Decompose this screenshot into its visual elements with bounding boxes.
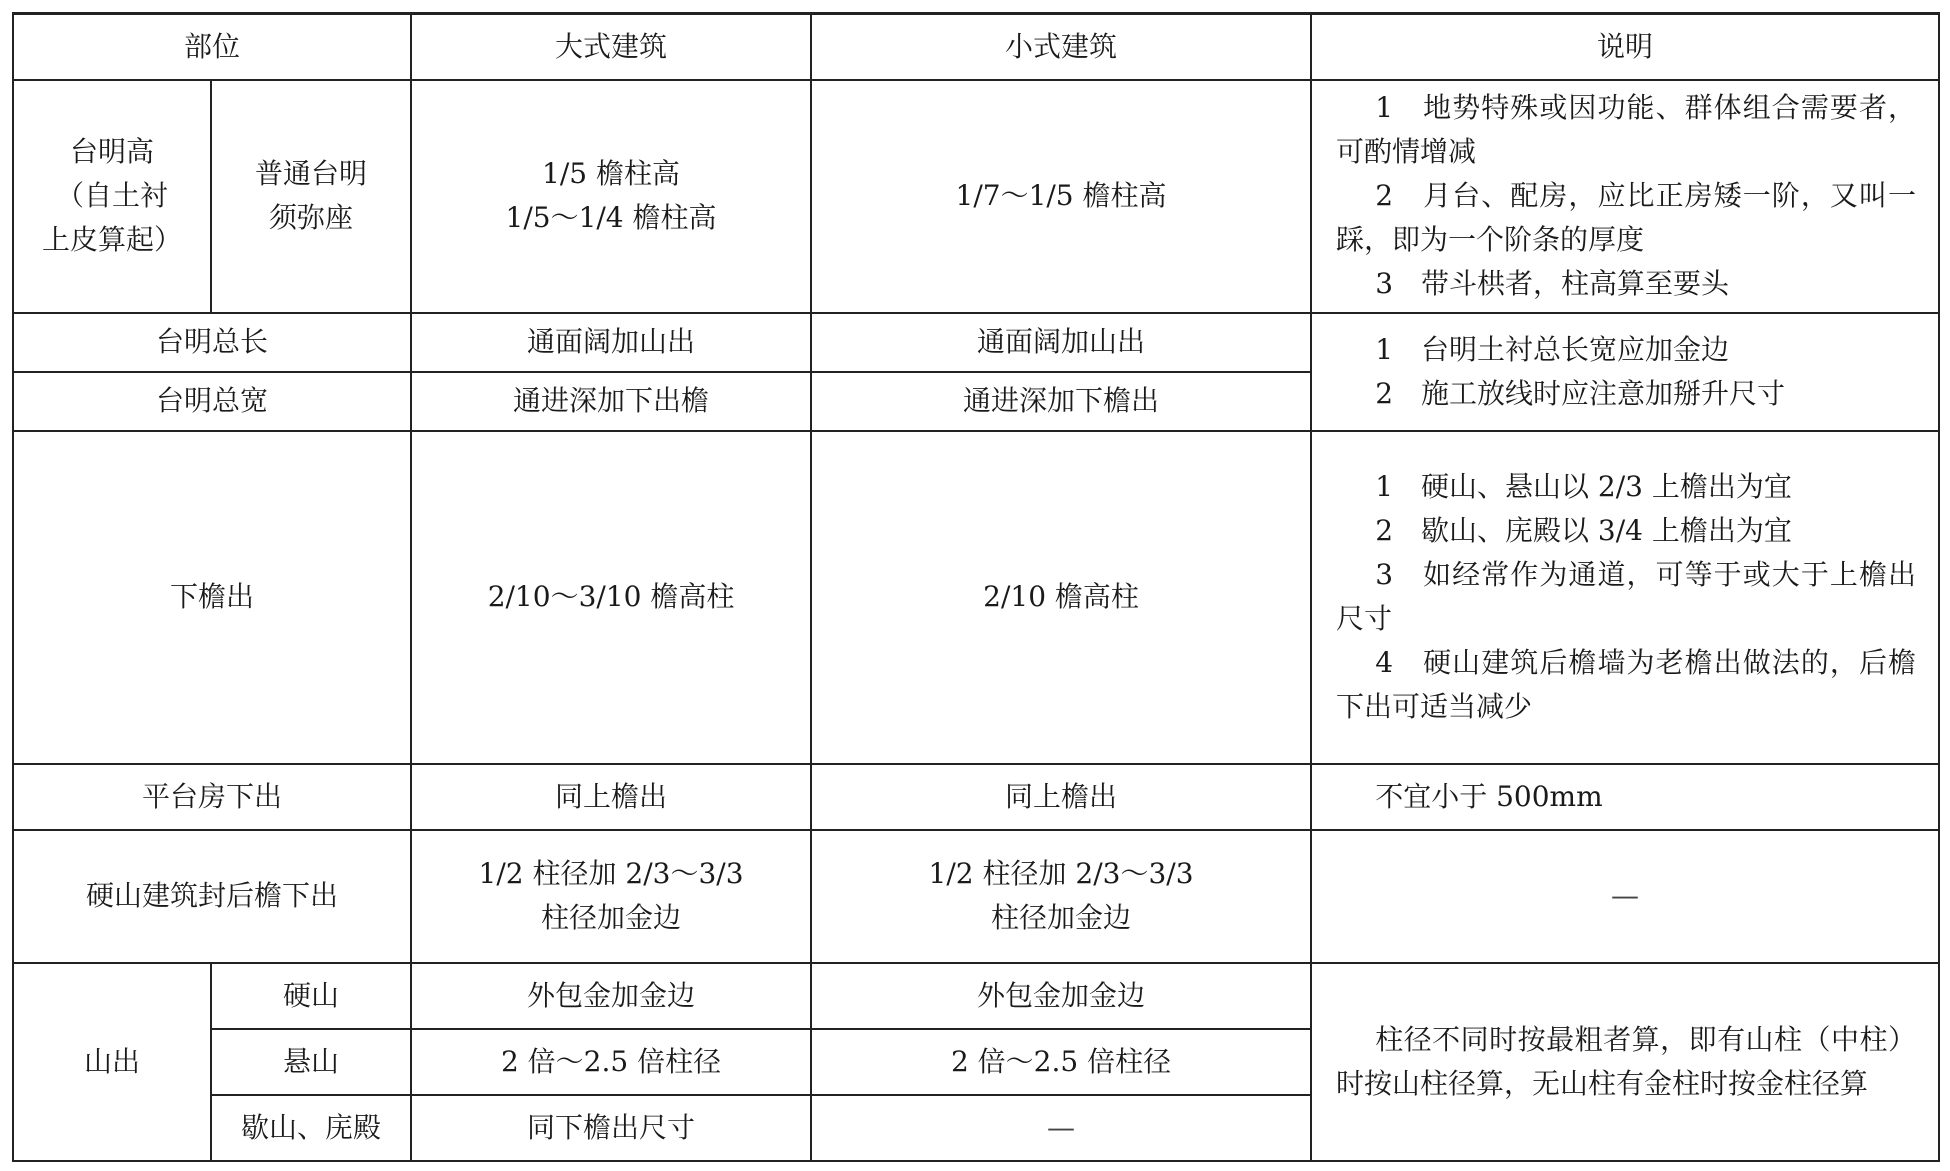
note-item: 不宜小于 500mm	[1375, 779, 1603, 813]
note-item: 4 硬山建筑后檐墙为老檐出做法的，后檐下出可适当减少	[1336, 646, 1917, 723]
total-width-large: 通进深加下出檐	[411, 372, 811, 431]
header-part: 部位	[13, 14, 411, 80]
yingshan-label: 硬山	[211, 963, 411, 1029]
platform-house-label: 平台房下出	[13, 764, 411, 830]
platform-height-label-line-2: （自土衬	[55, 179, 168, 212]
row-lower-eave	[13, 431, 1939, 764]
lower-eave-label: 下檐出	[13, 431, 411, 764]
xieshan-label: 歇山、庑殿	[211, 1095, 411, 1161]
platform-height-large	[411, 80, 811, 313]
gable-rear-large-line-1: 1/2 柱径加 2/3～3/3	[478, 857, 744, 890]
row-platform-height	[13, 80, 1939, 313]
note-item: 1 硬山、悬山以 2/3 上檐出为宜	[1375, 470, 1792, 503]
total-width-small: 通进深加下檐出	[811, 372, 1311, 431]
total-width-label: 台明总宽	[13, 372, 411, 431]
platform-height-small: 1/7～1/5 檐柱高	[811, 80, 1311, 313]
row-total-length	[13, 313, 1939, 372]
header-large: 大式建筑	[411, 14, 811, 80]
gable-rear-small-line-2: 柱径加金边	[991, 901, 1132, 934]
note-item: 1 地势特殊或因功能、群体组合需要者，可酌情增减	[1336, 91, 1917, 168]
header-note: 说明	[1311, 14, 1939, 80]
platform-house-note	[1311, 764, 1939, 830]
yingshan-small: 外包金加金边	[811, 963, 1311, 1029]
xieshan-small: —	[811, 1095, 1311, 1161]
total-length-small: 通面阔加山出	[811, 313, 1311, 372]
total-length-large: 通面阔加山出	[411, 313, 811, 372]
note-item: 3 带斗栱者，柱高算至要头	[1375, 267, 1730, 300]
gable-rear-small-line-1: 1/2 柱径加 2/3～3/3	[928, 857, 1194, 890]
platform-height-label	[13, 80, 211, 313]
xuanshan-small: 2 倍～2.5 倍柱径	[811, 1029, 1311, 1095]
sub-ordinary-platform: 普通台明	[255, 157, 368, 190]
platform-height-label-line-1: 台明高	[69, 135, 154, 168]
gable-rear-note: —	[1311, 830, 1939, 963]
row-gable-rear-eave	[13, 830, 1939, 963]
note-item: 柱径不同时按最粗者算，即有山柱（中柱）时按山柱径算，无山柱有金柱时按金柱径算	[1336, 1022, 1917, 1100]
platform-height-sub	[211, 80, 411, 313]
shanchu-label: 山出	[13, 963, 211, 1161]
shanchu-note	[1311, 963, 1939, 1161]
xuanshan-large: 2 倍～2.5 倍柱径	[411, 1029, 811, 1095]
platform-dimension-table	[12, 12, 1940, 1162]
note-item: 2 施工放线时应注意加掰升尺寸	[1375, 376, 1786, 410]
gable-rear-large-line-2: 柱径加金边	[541, 901, 682, 934]
large-sumeru-value: 1/5～1/4 檐柱高	[505, 201, 717, 234]
gable-rear-large	[411, 830, 811, 963]
row-platform-house	[13, 764, 1939, 830]
row-shanchu-yingshan	[13, 963, 1939, 1029]
lower-eave-notes	[1311, 431, 1939, 764]
header-small: 小式建筑	[811, 14, 1311, 80]
gable-rear-small	[811, 830, 1311, 963]
header-row	[13, 14, 1939, 80]
platform-house-small: 同上檐出	[811, 764, 1311, 830]
length-width-notes	[1311, 313, 1939, 431]
lower-eave-small: 2/10 檐高柱	[811, 431, 1311, 764]
note-item: 2 歇山、庑殿以 3/4 上檐出为宜	[1375, 514, 1792, 547]
platform-height-label-line-3: 上皮算起）	[41, 223, 182, 256]
large-ordinary-value: 1/5 檐柱高	[542, 157, 680, 190]
sub-sumeru-base: 须弥座	[269, 201, 354, 234]
xieshan-large: 同下檐出尺寸	[411, 1095, 811, 1161]
note-item: 3 如经常作为通道，可等于或大于上檐出尺寸	[1336, 558, 1917, 635]
note-item: 2 月台、配房，应比正房矮一阶，又叫一踩，即为一个阶条的厚度	[1336, 179, 1917, 256]
gable-rear-label: 硬山建筑封后檐下出	[13, 830, 411, 963]
xuanshan-label: 悬山	[211, 1029, 411, 1095]
note-item: 1 台明土衬总长宽应加金边	[1375, 332, 1730, 366]
platform-height-notes	[1311, 80, 1939, 313]
lower-eave-large: 2/10～3/10 檐高柱	[411, 431, 811, 764]
total-length-label: 台明总长	[13, 313, 411, 372]
platform-house-large: 同上檐出	[411, 764, 811, 830]
yingshan-large: 外包金加金边	[411, 963, 811, 1029]
